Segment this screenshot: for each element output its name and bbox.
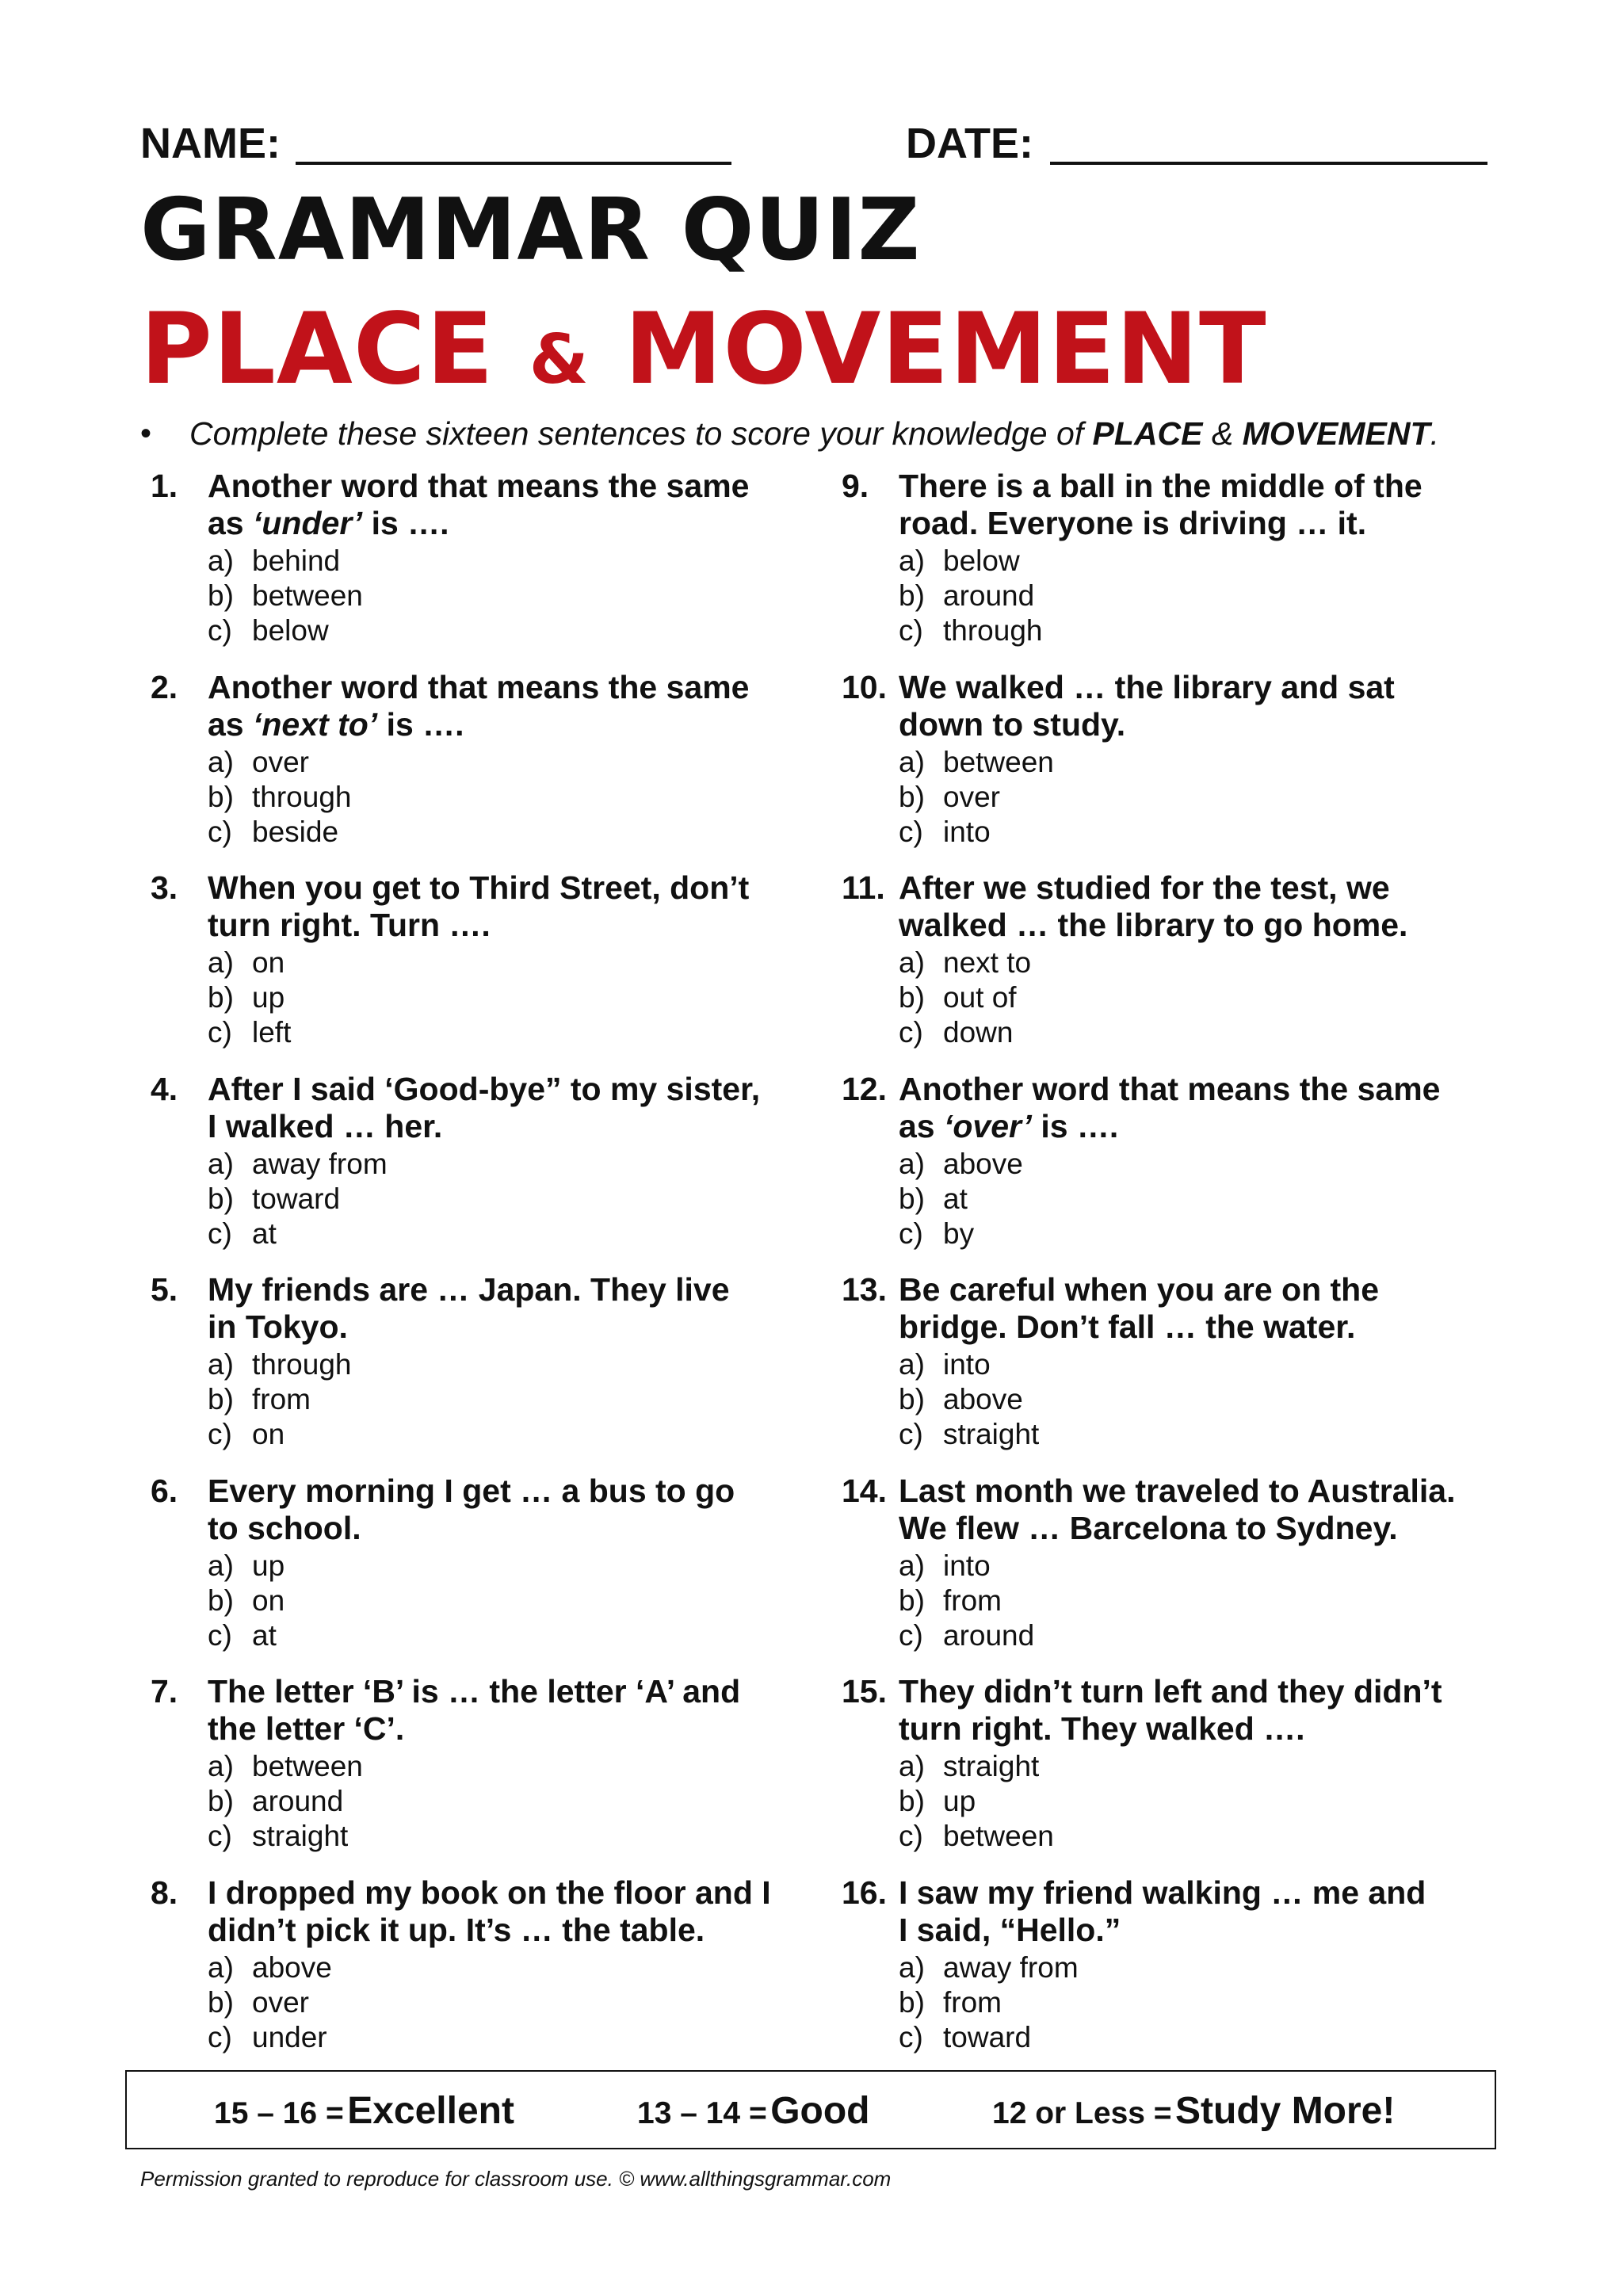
- question-line-text: as: [208, 505, 253, 541]
- answer-option[interactable]: [208, 1347, 352, 1382]
- answer-option[interactable]: [208, 1584, 285, 1618]
- question-text: [899, 1673, 1469, 1748]
- question-line-text: didn’t pick it up. It’s … the table.: [208, 1912, 705, 1948]
- bullet-icon: •: [140, 416, 152, 451]
- answer-option[interactable]: [899, 815, 991, 850]
- option-text: around: [943, 579, 1035, 612]
- question-line: Another word that means the same: [208, 669, 750, 705]
- answer-option[interactable]: [899, 1985, 1002, 2020]
- option-letter: a): [208, 1750, 234, 1782]
- question-line: [899, 706, 1469, 743]
- subtitle-amp: &: [529, 320, 590, 399]
- option-letter: c): [899, 816, 923, 848]
- question-number: 14.: [842, 1473, 887, 1509]
- option-letter: c): [899, 2021, 923, 2053]
- question-line: When you get to Third Street, don’t: [208, 869, 750, 906]
- option-letter: a): [899, 1549, 925, 1582]
- option-text: between: [252, 1750, 363, 1782]
- question-number: 1.: [151, 468, 178, 504]
- subtitle-place: PLACE: [140, 292, 495, 407]
- question-line: The letter ‘B’ is … the letter ‘A’ and: [208, 1673, 741, 1710]
- question-line: [208, 1912, 778, 1949]
- question-number: 13.: [842, 1271, 887, 1308]
- option-letter: a): [899, 1951, 925, 1984]
- option-letter: c): [208, 2021, 232, 2053]
- option-letter: b): [899, 1182, 925, 1215]
- option-text: around: [943, 1619, 1035, 1652]
- date-label: DATE:: [906, 120, 1033, 167]
- answer-option[interactable]: [899, 613, 1043, 648]
- question-line: Another word that means the same: [899, 1071, 1441, 1107]
- answer-option[interactable]: [899, 1382, 1023, 1417]
- option-letter: b): [208, 1383, 234, 1415]
- question-line-text: turn right. They walked ….: [899, 1710, 1305, 1747]
- question-text: [208, 1874, 778, 1949]
- option-text: between: [943, 746, 1054, 778]
- option-letter: b): [899, 981, 925, 1014]
- instructions-end: .: [1430, 415, 1439, 452]
- instructions-and: &: [1202, 415, 1243, 452]
- question-line: [208, 1510, 778, 1547]
- question-line-text: road. Everyone is driving … it.: [899, 505, 1367, 541]
- question-line: [899, 1710, 1469, 1748]
- option-letter: b): [899, 1785, 925, 1817]
- answer-option[interactable]: [208, 745, 309, 780]
- option-text: from: [943, 1584, 1002, 1617]
- option-text: between: [943, 1820, 1054, 1852]
- option-letter: b): [899, 1986, 925, 2019]
- score-range: 12 or Less =: [992, 2096, 1172, 2130]
- question-text: [899, 468, 1469, 542]
- question-line: They didn’t turn left and they didn’t: [899, 1673, 1442, 1710]
- option-letter: b): [899, 579, 925, 612]
- answer-option[interactable]: [899, 1015, 1013, 1050]
- question-text: [899, 1271, 1469, 1346]
- question-line: [899, 505, 1469, 542]
- option-text: on: [252, 1418, 285, 1450]
- instructions-lead: Complete these sixteen sentences to score your knowledge of: [189, 415, 1093, 452]
- option-letter: b): [208, 1986, 234, 2019]
- answer-option[interactable]: [208, 1749, 363, 1784]
- question-number: 16.: [842, 1874, 887, 1911]
- question-number: 10.: [842, 669, 887, 705]
- score-rating: Good: [770, 2090, 870, 2132]
- answer-option[interactable]: [208, 1784, 343, 1819]
- score-range: 13 – 14 =: [637, 2096, 767, 2130]
- option-text: above: [252, 1951, 332, 1984]
- question-line: [899, 1108, 1469, 1145]
- option-letter: a): [208, 1348, 234, 1381]
- answer-option[interactable]: [208, 815, 338, 850]
- option-letter: c): [208, 614, 232, 647]
- option-text: away from: [252, 1148, 388, 1180]
- question-text: [899, 1071, 1469, 1145]
- score-key: [125, 2070, 1496, 2149]
- question-keyword: ‘under’: [253, 505, 363, 541]
- option-text: into: [943, 816, 991, 848]
- score-excellent: [214, 2072, 514, 2160]
- option-text: out of: [943, 981, 1017, 1014]
- option-letter: c): [899, 1418, 923, 1450]
- answer-option[interactable]: [208, 1417, 285, 1452]
- answer-option[interactable]: [208, 579, 363, 613]
- question-line: Every morning I get … a bus to go: [208, 1473, 735, 1509]
- option-text: straight: [943, 1418, 1040, 1450]
- option-letter: a): [899, 946, 925, 979]
- option-letter: b): [899, 1383, 925, 1415]
- question-number: 4.: [151, 1071, 178, 1107]
- answer-option[interactable]: [208, 1217, 277, 1251]
- question-line-text: We flew … Barcelona to Sydney.: [899, 1510, 1398, 1546]
- answer-option[interactable]: [899, 1347, 991, 1382]
- question-line: Another word that means the same: [208, 468, 750, 504]
- name-label: NAME:: [140, 120, 281, 167]
- option-letter: a): [899, 1148, 925, 1180]
- page-subtitle: [140, 290, 1267, 419]
- option-text: through: [943, 614, 1043, 647]
- question-line: After I said ‘Good-bye” to my sister,: [208, 1071, 761, 1107]
- question-line: [899, 1912, 1469, 1949]
- question-line-text: I said, “Hello.”: [899, 1912, 1121, 1948]
- question-line-text: is ….: [1031, 1108, 1119, 1144]
- question-text: [899, 1473, 1469, 1547]
- date-field[interactable]: [1050, 162, 1487, 165]
- option-text: at: [943, 1182, 968, 1215]
- option-text: from: [943, 1986, 1002, 2019]
- question-text: [899, 1874, 1469, 1949]
- question-text: [208, 1673, 778, 1748]
- answer-option[interactable]: [899, 745, 1054, 780]
- option-text: below: [252, 614, 329, 647]
- option-letter: a): [899, 1348, 925, 1381]
- question-text: [208, 869, 778, 944]
- question-line-text: bridge. Don’t fall … the water.: [899, 1308, 1356, 1345]
- option-text: at: [252, 1619, 277, 1652]
- question-line-text: in Tokyo.: [208, 1308, 348, 1345]
- answer-option[interactable]: [208, 2020, 327, 2055]
- answer-option[interactable]: [899, 1147, 1023, 1182]
- option-letter: b): [208, 1584, 234, 1617]
- question-line: I saw my friend walking … me and: [899, 1874, 1426, 1911]
- question-number: 3.: [151, 869, 178, 906]
- page-title: GRAMMAR QUIZ: [140, 181, 921, 280]
- question-line-text: as: [899, 1108, 944, 1144]
- question-line-text: walked … the library to go home.: [899, 907, 1408, 943]
- option-letter: a): [208, 1951, 234, 1984]
- option-text: under: [252, 2021, 327, 2053]
- option-text: above: [943, 1383, 1023, 1415]
- answer-option[interactable]: [208, 1819, 348, 1854]
- answer-option[interactable]: [899, 1182, 968, 1217]
- answer-option[interactable]: [208, 1549, 285, 1584]
- option-letter: c): [899, 614, 923, 647]
- option-text: above: [943, 1148, 1023, 1180]
- question-line: [208, 1308, 778, 1346]
- answer-option[interactable]: [208, 1985, 309, 2020]
- answer-option[interactable]: [208, 1382, 311, 1417]
- option-letter: c): [899, 1820, 923, 1852]
- question-text: [208, 1071, 778, 1145]
- answer-option[interactable]: [899, 1749, 1039, 1784]
- option-letter: b): [208, 579, 234, 612]
- option-text: on: [252, 946, 285, 979]
- subtitle-movement: MOVEMENT: [624, 292, 1267, 407]
- option-letter: c): [208, 816, 232, 848]
- question-line: [208, 1710, 778, 1748]
- option-letter: c): [899, 1217, 923, 1250]
- option-text: toward: [943, 2021, 1032, 2053]
- option-text: left: [252, 1016, 292, 1049]
- option-text: into: [943, 1348, 991, 1381]
- answer-option[interactable]: [899, 1618, 1034, 1653]
- option-text: straight: [252, 1820, 349, 1852]
- footer-permission: Permission granted to reproduce for classroom use. © www.allthingsgrammar.com: [140, 2167, 892, 2191]
- answer-option[interactable]: [899, 1784, 976, 1819]
- option-letter: b): [208, 1785, 234, 1817]
- instructions-movement: MOVEMENT: [1242, 415, 1430, 452]
- question-line: [899, 1308, 1469, 1346]
- option-letter: c): [208, 1820, 232, 1852]
- question-line-text: down to study.: [899, 706, 1126, 743]
- option-text: next to: [943, 946, 1032, 979]
- question-line-text: is ….: [377, 706, 464, 743]
- option-letter: b): [899, 781, 925, 813]
- option-letter: b): [208, 1182, 234, 1215]
- question-line: There is a ball in the middle of the: [899, 468, 1423, 504]
- question-text: [208, 1473, 778, 1547]
- option-text: behind: [252, 544, 341, 577]
- question-number: 2.: [151, 669, 178, 705]
- question-line: [208, 1108, 778, 1145]
- question-line: I dropped my book on the floor and I: [208, 1874, 771, 1911]
- option-letter: c): [899, 1619, 923, 1652]
- option-text: beside: [252, 816, 339, 848]
- answer-option[interactable]: [208, 780, 352, 815]
- header-row: [140, 116, 1487, 171]
- answer-option[interactable]: [899, 780, 1000, 815]
- question-line: [208, 907, 778, 944]
- question-line: [208, 706, 778, 743]
- answer-option[interactable]: [208, 613, 329, 648]
- option-text: at: [252, 1217, 277, 1250]
- option-letter: a): [899, 1750, 925, 1782]
- option-text: straight: [943, 1750, 1040, 1782]
- option-text: by: [943, 1217, 975, 1250]
- answer-option[interactable]: [899, 1950, 1079, 1985]
- question-line-text: I walked … her.: [208, 1108, 443, 1144]
- option-text: through: [252, 1348, 352, 1381]
- option-letter: a): [208, 544, 234, 577]
- question-keyword: ‘over’: [944, 1108, 1032, 1144]
- question-keyword: ‘next to’: [253, 706, 378, 743]
- option-text: on: [252, 1584, 285, 1617]
- option-letter: a): [208, 1148, 234, 1180]
- question-number: 9.: [842, 468, 869, 504]
- option-text: over: [943, 781, 1000, 813]
- question-text: [208, 468, 778, 542]
- option-text: over: [252, 1986, 309, 2019]
- instructions-text: [189, 412, 1439, 455]
- question-line: My friends are … Japan. They live: [208, 1271, 730, 1308]
- option-letter: a): [899, 746, 925, 778]
- option-letter: b): [208, 981, 234, 1014]
- answer-option[interactable]: [899, 1549, 991, 1584]
- option-text: up: [252, 1549, 285, 1582]
- answer-option[interactable]: [899, 1819, 1054, 1854]
- option-text: from: [252, 1383, 311, 1415]
- option-letter: b): [208, 781, 234, 813]
- answer-option[interactable]: [208, 1147, 388, 1182]
- option-text: into: [943, 1549, 991, 1582]
- question-number: 7.: [151, 1673, 178, 1710]
- question-number: 5.: [151, 1271, 178, 1308]
- option-text: down: [943, 1016, 1014, 1049]
- option-letter: a): [899, 544, 925, 577]
- question-number: 11.: [842, 869, 885, 906]
- option-letter: b): [899, 1584, 925, 1617]
- score-rating: Excellent: [347, 2090, 514, 2132]
- option-text: below: [943, 544, 1020, 577]
- question-number: 12.: [842, 1071, 887, 1107]
- answer-option[interactable]: [208, 1182, 340, 1217]
- option-letter: c): [208, 1217, 232, 1250]
- answer-option[interactable]: [208, 1618, 277, 1653]
- option-text: around: [252, 1785, 344, 1817]
- question-line-text: the letter ‘C’.: [208, 1710, 405, 1747]
- option-letter: c): [899, 1016, 923, 1049]
- score-rating: Study More!: [1175, 2090, 1396, 2132]
- answer-option[interactable]: [899, 980, 1017, 1015]
- question-line: [899, 1510, 1469, 1547]
- answer-option[interactable]: [899, 1584, 1002, 1618]
- answer-option[interactable]: [899, 1217, 974, 1251]
- question-number: 8.: [151, 1874, 178, 1911]
- option-letter: c): [208, 1619, 232, 1652]
- option-letter: a): [208, 746, 234, 778]
- question-line: After we studied for the test, we: [899, 869, 1390, 906]
- question-text: [899, 869, 1469, 944]
- instructions-place: PLACE: [1092, 415, 1203, 452]
- score-good: [637, 2072, 869, 2160]
- question-text: [208, 669, 778, 743]
- option-text: between: [252, 579, 363, 612]
- option-letter: c): [208, 1016, 232, 1049]
- question-text: [899, 669, 1469, 743]
- question-line-text: to school.: [208, 1510, 361, 1546]
- option-text: up: [943, 1785, 976, 1817]
- answer-option[interactable]: [208, 1950, 332, 1985]
- question-line: [899, 907, 1469, 944]
- option-text: away from: [943, 1951, 1079, 1984]
- score-range: 15 – 16 =: [214, 2096, 344, 2130]
- answer-option[interactable]: [208, 946, 285, 980]
- answer-option[interactable]: [899, 1417, 1039, 1452]
- question-line: Last month we traveled to Australia.: [899, 1473, 1456, 1509]
- name-field[interactable]: [296, 162, 731, 165]
- option-letter: a): [208, 946, 234, 979]
- question-line-text: turn right. Turn ….: [208, 907, 491, 943]
- answer-option[interactable]: [208, 980, 285, 1015]
- question-line: [208, 505, 778, 542]
- option-letter: c): [208, 1418, 232, 1450]
- question-text: [208, 1271, 778, 1346]
- question-line-text: as: [208, 706, 253, 743]
- answer-option[interactable]: [899, 2020, 1031, 2055]
- question-line: We walked … the library and sat: [899, 669, 1395, 705]
- answer-option[interactable]: [899, 544, 1020, 579]
- answer-option[interactable]: [208, 544, 340, 579]
- answer-option[interactable]: [208, 1015, 291, 1050]
- question-number: 15.: [842, 1673, 887, 1710]
- answer-option[interactable]: [899, 946, 1031, 980]
- question-number: 6.: [151, 1473, 178, 1509]
- option-letter: a): [208, 1549, 234, 1582]
- question-line: Be careful when you are on the: [899, 1271, 1380, 1308]
- answer-option[interactable]: [899, 579, 1034, 613]
- score-study-more: [992, 2072, 1395, 2160]
- question-line-text: is ….: [362, 505, 449, 541]
- option-text: up: [252, 981, 285, 1014]
- option-text: through: [252, 781, 352, 813]
- option-text: toward: [252, 1182, 341, 1215]
- option-text: over: [252, 746, 309, 778]
